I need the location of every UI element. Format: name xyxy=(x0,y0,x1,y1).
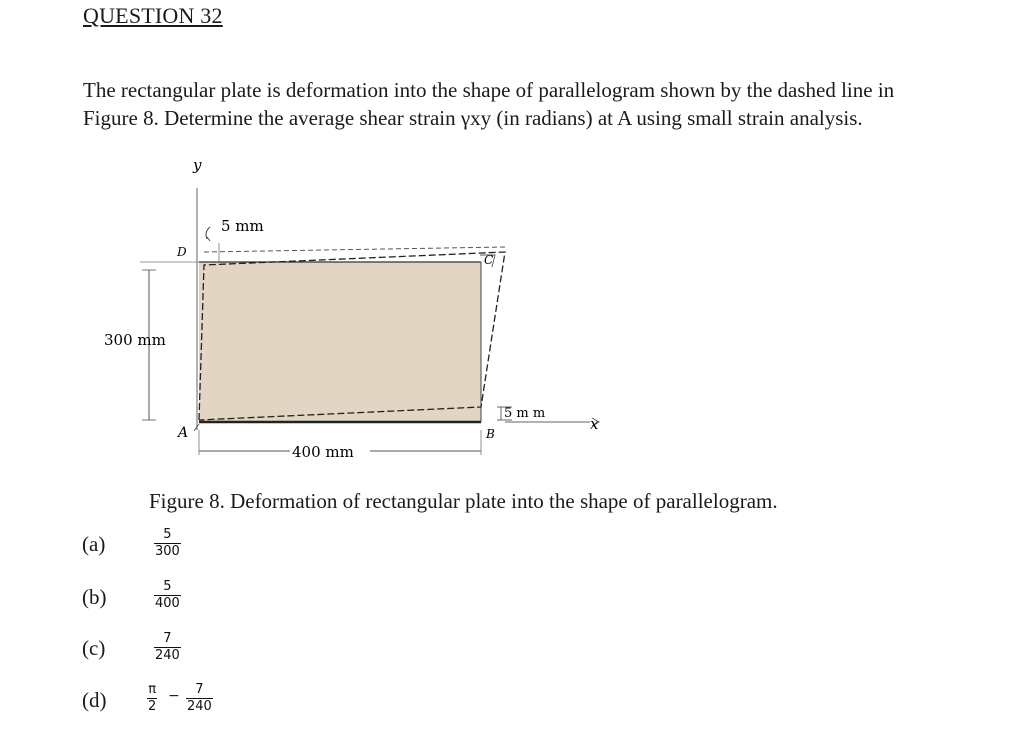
option-c-denominator: 240 xyxy=(155,648,180,663)
question-stem-line-2: Figure 8. Determine the average shear strain γxy (in radians) at A using small strain analysis. xyxy=(83,106,863,130)
axis-y-label: y xyxy=(193,156,202,174)
axis-x-label: x xyxy=(590,415,599,433)
figure-caption: Figure 8. Deformation of rectangular plate into the shape of parallelogram. xyxy=(149,489,778,513)
corner-label-a: A xyxy=(178,425,189,441)
option-d-label[interactable]: (d) xyxy=(82,688,107,712)
option-d-numerator-2: 7 xyxy=(195,682,204,697)
height-dimension-label: 300 mm xyxy=(104,331,166,349)
option-b-denominator: 400 xyxy=(155,596,180,611)
option-d-fraction-1[interactable] xyxy=(147,682,157,715)
option-c-numerator: 7 xyxy=(163,631,172,646)
width-dimension-label: 400 mm xyxy=(292,443,354,461)
right-shift-dimension-label: 5 m m xyxy=(504,406,546,421)
question-title: QUESTION 32 xyxy=(83,3,223,28)
option-c-label[interactable]: (c) xyxy=(82,636,106,660)
option-b-numerator: 5 xyxy=(163,579,172,594)
option-d-denominator-1: 2 xyxy=(148,699,157,714)
option-d-denominator-2: 240 xyxy=(187,699,212,714)
option-a-fraction[interactable] xyxy=(154,527,181,560)
question-stem-line-1: The rectangular plate is deformation into the shape of parallelogram shown by the dashed line in xyxy=(83,78,895,102)
option-c-fraction[interactable] xyxy=(154,631,181,664)
option-a-label[interactable]: (a) xyxy=(82,532,106,556)
corner-label-d: D xyxy=(177,245,187,259)
top-shift-extension xyxy=(204,247,505,252)
option-a-numerator: 5 xyxy=(163,527,172,542)
option-d-minus: − xyxy=(168,688,180,704)
option-b-fraction[interactable] xyxy=(154,579,181,612)
top-shift-dimension-label: 5 mm xyxy=(221,217,264,235)
deformation-figure xyxy=(95,150,655,470)
corner-label-c: C xyxy=(484,253,494,267)
option-d-numerator-1: π xyxy=(148,682,157,697)
option-d-fraction-2[interactable] xyxy=(186,682,213,715)
plate-rectangle xyxy=(199,262,481,422)
top-shift-arrow xyxy=(206,227,210,241)
corner-label-b: B xyxy=(486,427,495,441)
option-b-label[interactable]: (b) xyxy=(82,585,107,609)
option-a-denominator: 300 xyxy=(155,544,180,559)
